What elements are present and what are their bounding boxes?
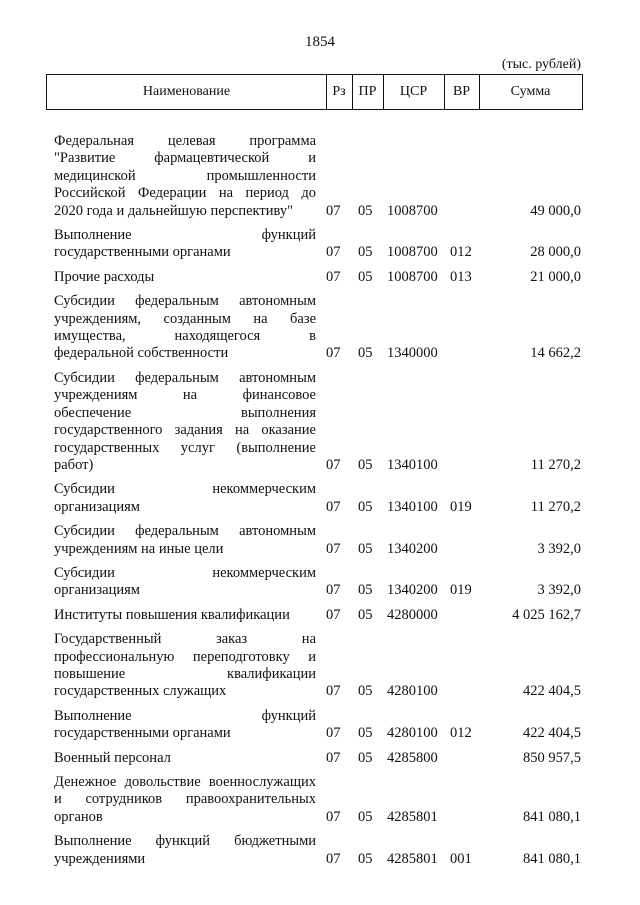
row-name-line: Военный персонал [54, 749, 171, 766]
table-row [0, 631, 640, 701]
row-pr: 05 [358, 749, 373, 766]
row-rz: 07 [326, 498, 341, 515]
header-rz: Рз [332, 84, 346, 99]
row-name [54, 293, 316, 363]
header-name: Наименование [142, 84, 231, 99]
row-rz: 07 [326, 725, 341, 742]
row-name [54, 565, 316, 600]
row-csr: 4280100 [387, 725, 438, 742]
row-name-line: органов [54, 808, 103, 825]
row-rz: 07 [326, 606, 341, 623]
row-name [54, 750, 316, 767]
row-csr: 1008700 [387, 202, 438, 219]
row-name-line: профессиональную переподготовку и [54, 648, 316, 665]
row-rz: 07 [326, 268, 341, 285]
row-name [54, 631, 316, 701]
row-pr: 05 [358, 683, 373, 700]
row-name-line: Выполнение функций бюджетными [54, 833, 316, 850]
row-name-line: медицинской промышленности [54, 167, 316, 184]
row-name [54, 133, 316, 220]
row-sum: 21 000,0 [530, 268, 581, 285]
row-vr: 019 [450, 498, 472, 515]
row-rz: 07 [326, 749, 341, 766]
row-name-line: Субсидии федеральным автономным [54, 369, 316, 386]
row-vr: 001 [450, 850, 472, 867]
table-row [0, 481, 640, 516]
table-row [0, 133, 640, 220]
row-rz: 07 [326, 582, 341, 599]
table-row [0, 523, 640, 558]
row-name-line: организациям [54, 498, 140, 515]
row-sum: 11 270,2 [530, 456, 581, 473]
row-name-line: Выполнение функций [54, 707, 316, 724]
row-csr: 4285800 [387, 749, 438, 766]
row-csr: 1008700 [387, 244, 438, 261]
row-pr: 05 [358, 244, 373, 261]
row-csr: 4285801 [387, 808, 438, 825]
table-row [0, 774, 640, 826]
row-sum: 841 080,1 [523, 808, 581, 825]
table-row [0, 370, 640, 474]
row-name [54, 708, 316, 743]
row-name-line: 2020 года и дальнейшую перспективу" [54, 202, 294, 219]
row-sum: 422 404,5 [523, 683, 581, 700]
row-pr: 05 [358, 345, 373, 362]
row-sum: 850 957,5 [523, 749, 581, 766]
row-name-line: Российской Федерации на период до [54, 185, 316, 202]
row-name-line: государственных служащих [54, 683, 227, 700]
row-rz: 07 [326, 244, 341, 261]
row-pr: 05 [358, 582, 373, 599]
row-rz: 07 [326, 808, 341, 825]
row-name-line: Выполнение функций [54, 227, 316, 244]
row-csr: 4280100 [387, 683, 438, 700]
row-pr: 05 [358, 850, 373, 867]
header-vr: ВР [452, 84, 471, 99]
row-vr: 013 [450, 268, 472, 285]
row-name-line: повышение квалификации [54, 665, 316, 682]
header-pr: ПР [358, 84, 377, 99]
row-name-line: и сотрудников правоохранительных [54, 791, 316, 808]
row-rz: 07 [326, 345, 341, 362]
table-row [0, 833, 640, 868]
header-sum: Сумма [510, 84, 551, 99]
table-row [0, 750, 640, 767]
row-vr: 019 [450, 582, 472, 599]
row-pr: 05 [358, 606, 373, 623]
row-pr: 05 [358, 202, 373, 219]
table-row [0, 269, 640, 286]
table-row [0, 565, 640, 600]
row-name-line: Институты повышения квалификации [54, 606, 290, 623]
row-name-line: Субсидии федеральным автономным [54, 293, 316, 310]
table-body [0, 133, 640, 875]
row-name-line: государственными органами [54, 244, 231, 261]
table-row [0, 293, 640, 363]
row-csr: 1340200 [387, 540, 438, 557]
row-rz: 07 [326, 850, 341, 867]
row-sum: 49 000,0 [530, 202, 581, 219]
row-name-line: обеспечение выполнения [54, 404, 316, 421]
row-name-line: Государственный заказ на [54, 631, 316, 648]
row-sum: 28 000,0 [530, 244, 581, 261]
row-csr: 1008700 [387, 268, 438, 285]
row-name [54, 481, 316, 516]
row-name-line: организациям [54, 582, 140, 599]
row-name-line: Федеральная целевая программа [54, 133, 316, 149]
row-name-line: государственных услуг (выполнение [54, 439, 316, 456]
row-sum: 841 080,1 [523, 850, 581, 867]
row-rz: 07 [326, 540, 341, 557]
row-rz: 07 [326, 456, 341, 473]
row-pr: 05 [358, 456, 373, 473]
row-sum: 4 025 162,7 [512, 606, 581, 623]
row-name [54, 774, 316, 826]
row-name-line: учреждениям на финансовое [54, 387, 316, 404]
units-label: (тыс. рублей) [501, 57, 581, 72]
table-row [0, 607, 640, 624]
row-name [54, 523, 316, 558]
row-pr: 05 [358, 498, 373, 515]
table-header [46, 74, 583, 110]
row-name-line: учреждениям на иные цели [54, 540, 224, 557]
row-name [54, 227, 316, 262]
row-vr: 012 [450, 725, 472, 742]
row-sum: 11 270,2 [530, 498, 581, 515]
row-name [54, 370, 316, 474]
row-sum: 14 662,2 [530, 345, 581, 362]
row-sum: 3 392,0 [537, 540, 581, 557]
row-name-line: Субсидии некоммерческим [54, 481, 316, 498]
row-csr: 4280000 [387, 606, 438, 623]
row-name-line: Субсидии некоммерческим [54, 564, 316, 581]
row-name-line: государственного задания на оказание [54, 422, 316, 439]
row-sum: 422 404,5 [523, 725, 581, 742]
row-csr: 1340100 [387, 456, 438, 473]
row-name-line: "Развитие фармацевтической и [54, 150, 316, 167]
row-pr: 05 [358, 725, 373, 742]
row-name-line: Субсидии федеральным автономным [54, 523, 316, 540]
row-name-line: учреждениями [54, 850, 146, 867]
row-name-line: федеральной собственности [54, 345, 229, 362]
page-number: 1854 [305, 34, 335, 50]
row-csr: 1340200 [387, 582, 438, 599]
row-pr: 05 [358, 268, 373, 285]
row-name-line: учреждениям, созданным на базе [54, 310, 316, 327]
row-sum: 3 392,0 [537, 582, 581, 599]
table-row [0, 708, 640, 743]
row-csr: 4285801 [387, 850, 438, 867]
row-name-line: государственными органами [54, 725, 231, 742]
header-csr: ЦСР [399, 84, 428, 99]
row-rz: 07 [326, 202, 341, 219]
row-pr: 05 [358, 808, 373, 825]
row-name-line: работ) [54, 456, 94, 473]
row-name-line: имущества, находящегося в [54, 328, 316, 345]
row-name [54, 833, 316, 868]
row-name [54, 269, 316, 286]
row-name-line: Прочие расходы [54, 268, 155, 285]
row-name [54, 607, 316, 624]
row-csr: 1340000 [387, 345, 438, 362]
row-vr: 012 [450, 244, 472, 261]
row-name-line: Денежное довольствие военнослужащих [54, 774, 316, 790]
row-csr: 1340100 [387, 498, 438, 515]
row-rz: 07 [326, 683, 341, 700]
row-pr: 05 [358, 540, 373, 557]
table-row [0, 227, 640, 262]
